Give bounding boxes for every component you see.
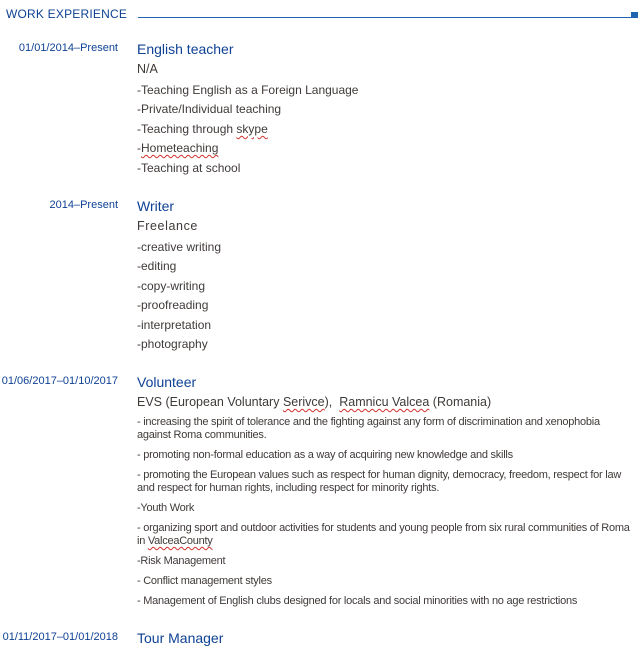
entry-content [137,374,632,615]
section-title: WORK EXPERIENCE [6,7,128,21]
section-marker-square [631,12,638,18]
entry-date: 01/11/2017–01/01/2018 [2,631,118,643]
entry-content [137,41,632,178]
misspelled-word: Hometeaching [141,141,219,156]
entry-line: -interpretation [137,317,212,332]
entry-date: 01/01/2014–Present [18,42,118,54]
entry-line: -Teaching at school [137,160,241,175]
entry-line: - promoting non-formal education as a way of acquiring new knowledge and skills [137,449,513,461]
employer-text: ), [324,395,333,409]
entry-date: 01/06/2017–01/10/2017 [1,375,118,387]
entry-title: English teacher [137,41,234,57]
entry-title: Volunteer [137,374,197,390]
entry-line: -photography [137,337,208,352]
entry-employer: N/A [137,62,158,76]
entry-date: 2014–Present [49,199,118,211]
entry-line: - promoting the European values such as respect for human dignity, democracy, freedom, respect for law and respect for human rights, including respect for minority rights. [137,469,622,494]
entry-content [137,630,632,650]
employer-location: Ramnicu Valcea [339,395,430,409]
misspelled-word: ValceaCounty [147,535,213,547]
entry-line-text: - [137,141,141,156]
entry-line: -Youth Work [137,502,195,514]
entry-line: - Management of English clubs designed for locals and social minorities with no age restrictions [137,595,578,607]
entry-line: -copy-writing [137,278,206,293]
entry-line: - Conflict management styles [137,575,272,587]
entry-line: -editing [137,259,177,274]
entry-employer: Freelance [137,219,198,233]
entry-content [137,198,632,354]
employer-country: (Romania) [432,395,492,409]
entry-title: Writer [137,198,175,214]
entry-line [137,139,632,158]
misspelled-word: Serivce [282,395,325,409]
employer-text: EVS (European Voluntary [137,395,280,409]
entry-line [137,522,632,548]
entry-line-text: - organizing sport and outdoor activities for students and young people from six rural communities of Roma in [137,522,630,547]
entry-line [137,120,632,139]
section-divider-line [138,17,634,18]
misspelled-word: skype [236,121,268,136]
entry-employer [137,394,632,410]
entry-line: -creative writing [137,240,222,254]
entry-title: Tour Manager [137,630,224,646]
entry-line: -Private/Individual teaching [137,102,282,117]
entry-line: -Risk Management [137,555,226,567]
entry-line: -proofreading [137,298,209,313]
entry-line: - increasing the spirit of tolerance and the fighting against any form of discrimination and xenophobia against Roma communities. [137,416,600,441]
entry-line-text: -Teaching through [137,121,234,136]
entry-line: -Teaching English as a Foreign Language [137,83,359,97]
section-header-work-experience [0,0,641,24]
